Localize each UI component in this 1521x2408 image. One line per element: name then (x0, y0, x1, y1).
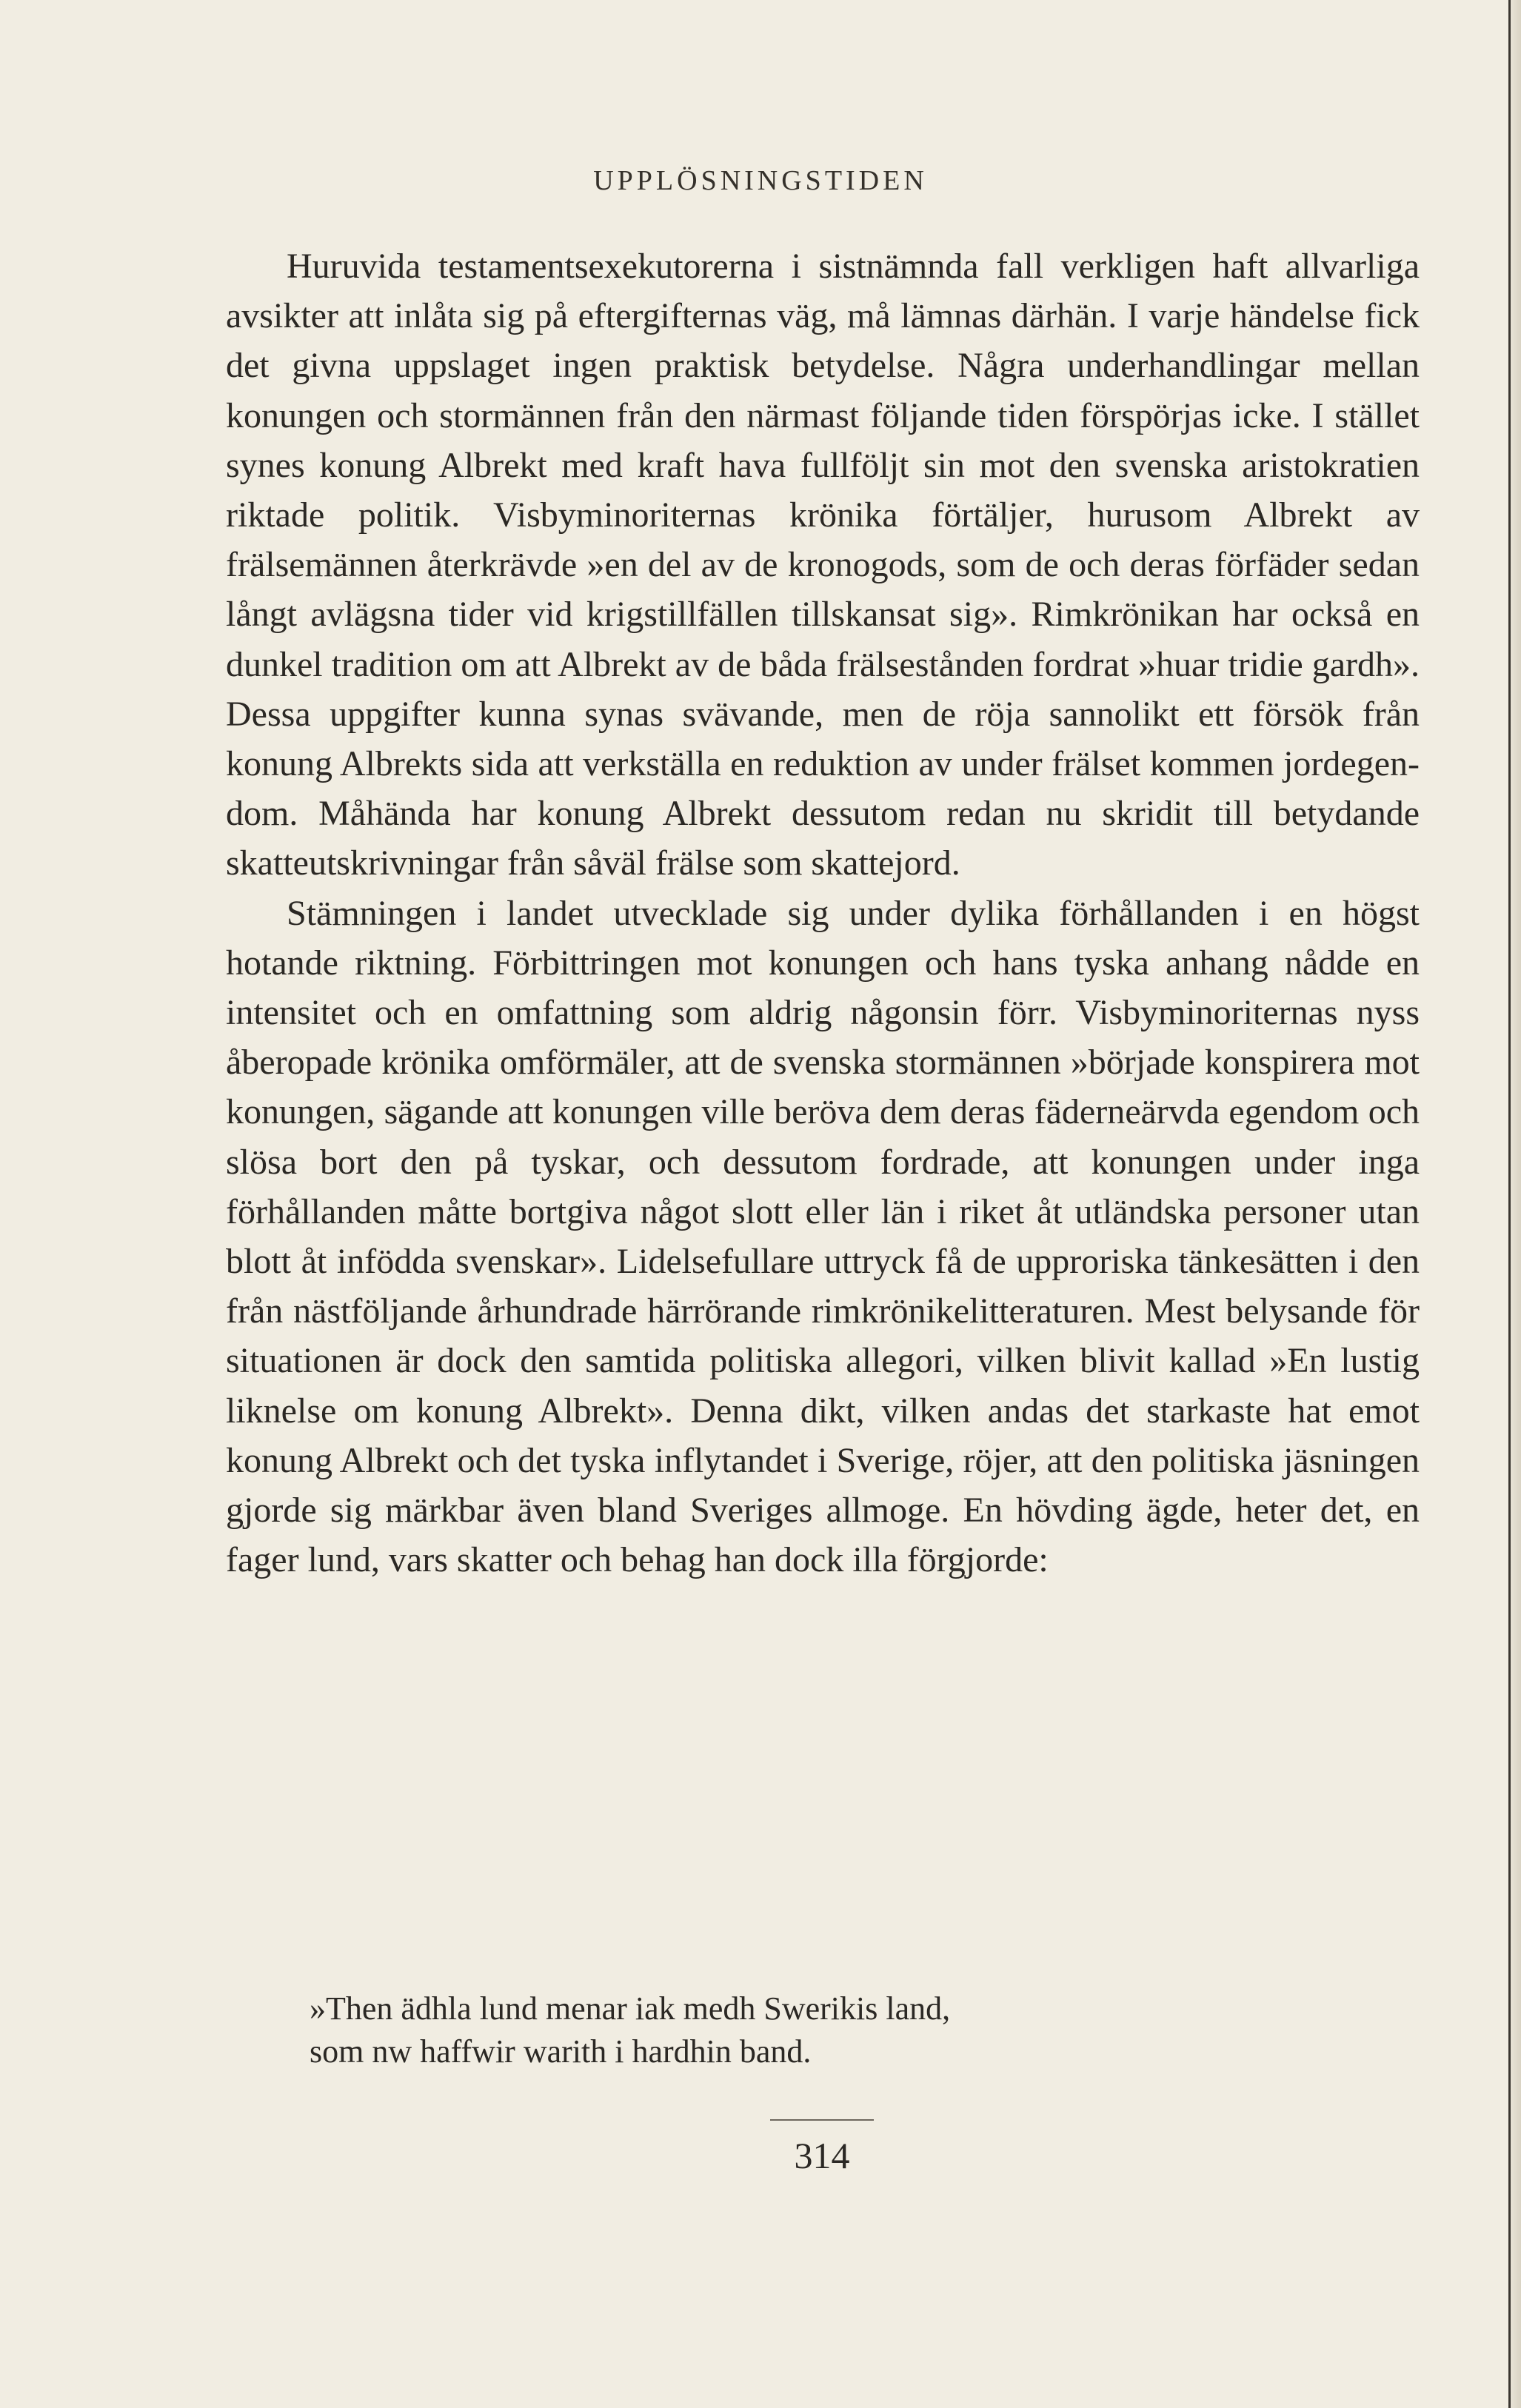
running-head: UPPLÖSNINGSTIDEN (593, 165, 928, 196)
page-edge (1508, 0, 1521, 2408)
page-number: 314 (794, 2135, 850, 2176)
paragraph: Huruvida testamentsexekutorerna i sistnämnda fall verkligen haft allvarliga avsikter att inlåta sig på eftergifternas väg, må lämnas därhän. I varje händelse fick det givna uppslaget ingen praktisk betydelse. Några underhandlingar mellan konungen och stormännen från den närmast följande tiden förspörjas icke. I stället synes konung Albrekt med kraft hava fullföljt sin mot den svenska aristokratien riktade politik. Visbyminoriternas krönika förtäljer, hurusom Albrekt av frälsemännen återkrävde »en del av de kronogods, som de och deras förfäder sedan långt avlägsna tider vid krigstillfällen tillskansat sig». Rimkrönikan har också en dunkel tradition om att Albrekt av de båda frälsestånden fordrat »huar tridie gardh». Dessa uppgifter kunna synas svävande, men de röja sannolikt ett försök från konung Albrekts sida att verkställa en reduktion av under frälset kommen jordegendom. Måhända har konung Albrekt dessutom redan nu skridit till betydande skatteutskrivningar från såväl frälse som skattejord. (226, 247, 1420, 883)
verse-quote (310, 1987, 1346, 2073)
footer-rule (770, 2119, 874, 2121)
quote-line: som nw haffwir warith i hardhin band. (310, 2033, 812, 2070)
body-text (226, 241, 1420, 1585)
paragraph: Stämningen i landet utvecklade sig under dylika förhållanden i en högst hotande riktning. Förbittringen mot konungen och hans tyska anhang nådde en intensitet och en omfattning som aldrig någonsin förr. Visbyminoriternas nyss åberopade krönika omförmäler, att de svenska stormännen »började konspirera mot konungen, sägande att konungen ville beröva dem deras fäderneärvda egendom och slösa bort den på tyskar, och dessutom fordrade, att konungen under inga förhållanden måtte bortgiva något slott eller län i riket åt utländska personer utan blott åt infödda svenskar». Lidelsefullare uttryck få de upproriska tänkesätten i den från nästföljande århundrade härrörande rimkrönikelitteraturen. Mest belysande för situationen är dock den samtida politiska allegori, vilken blivit kallad »En lustig liknelse om konung Albrekt». Denna dikt, vilken andas det starkaste hat emot konung Albrekt och det tyska inflytandet i Sverige, röjer, att den politiska jäsningen gjorde sig märkbar även bland Sveriges allmoge. En hövding ägde, heter det, en fager lund, vars skatter och behag han dock illa förgjorde: (226, 893, 1420, 1580)
quote-line: »Then ädhla lund menar iak medh Swerikis land, (310, 1990, 951, 2027)
